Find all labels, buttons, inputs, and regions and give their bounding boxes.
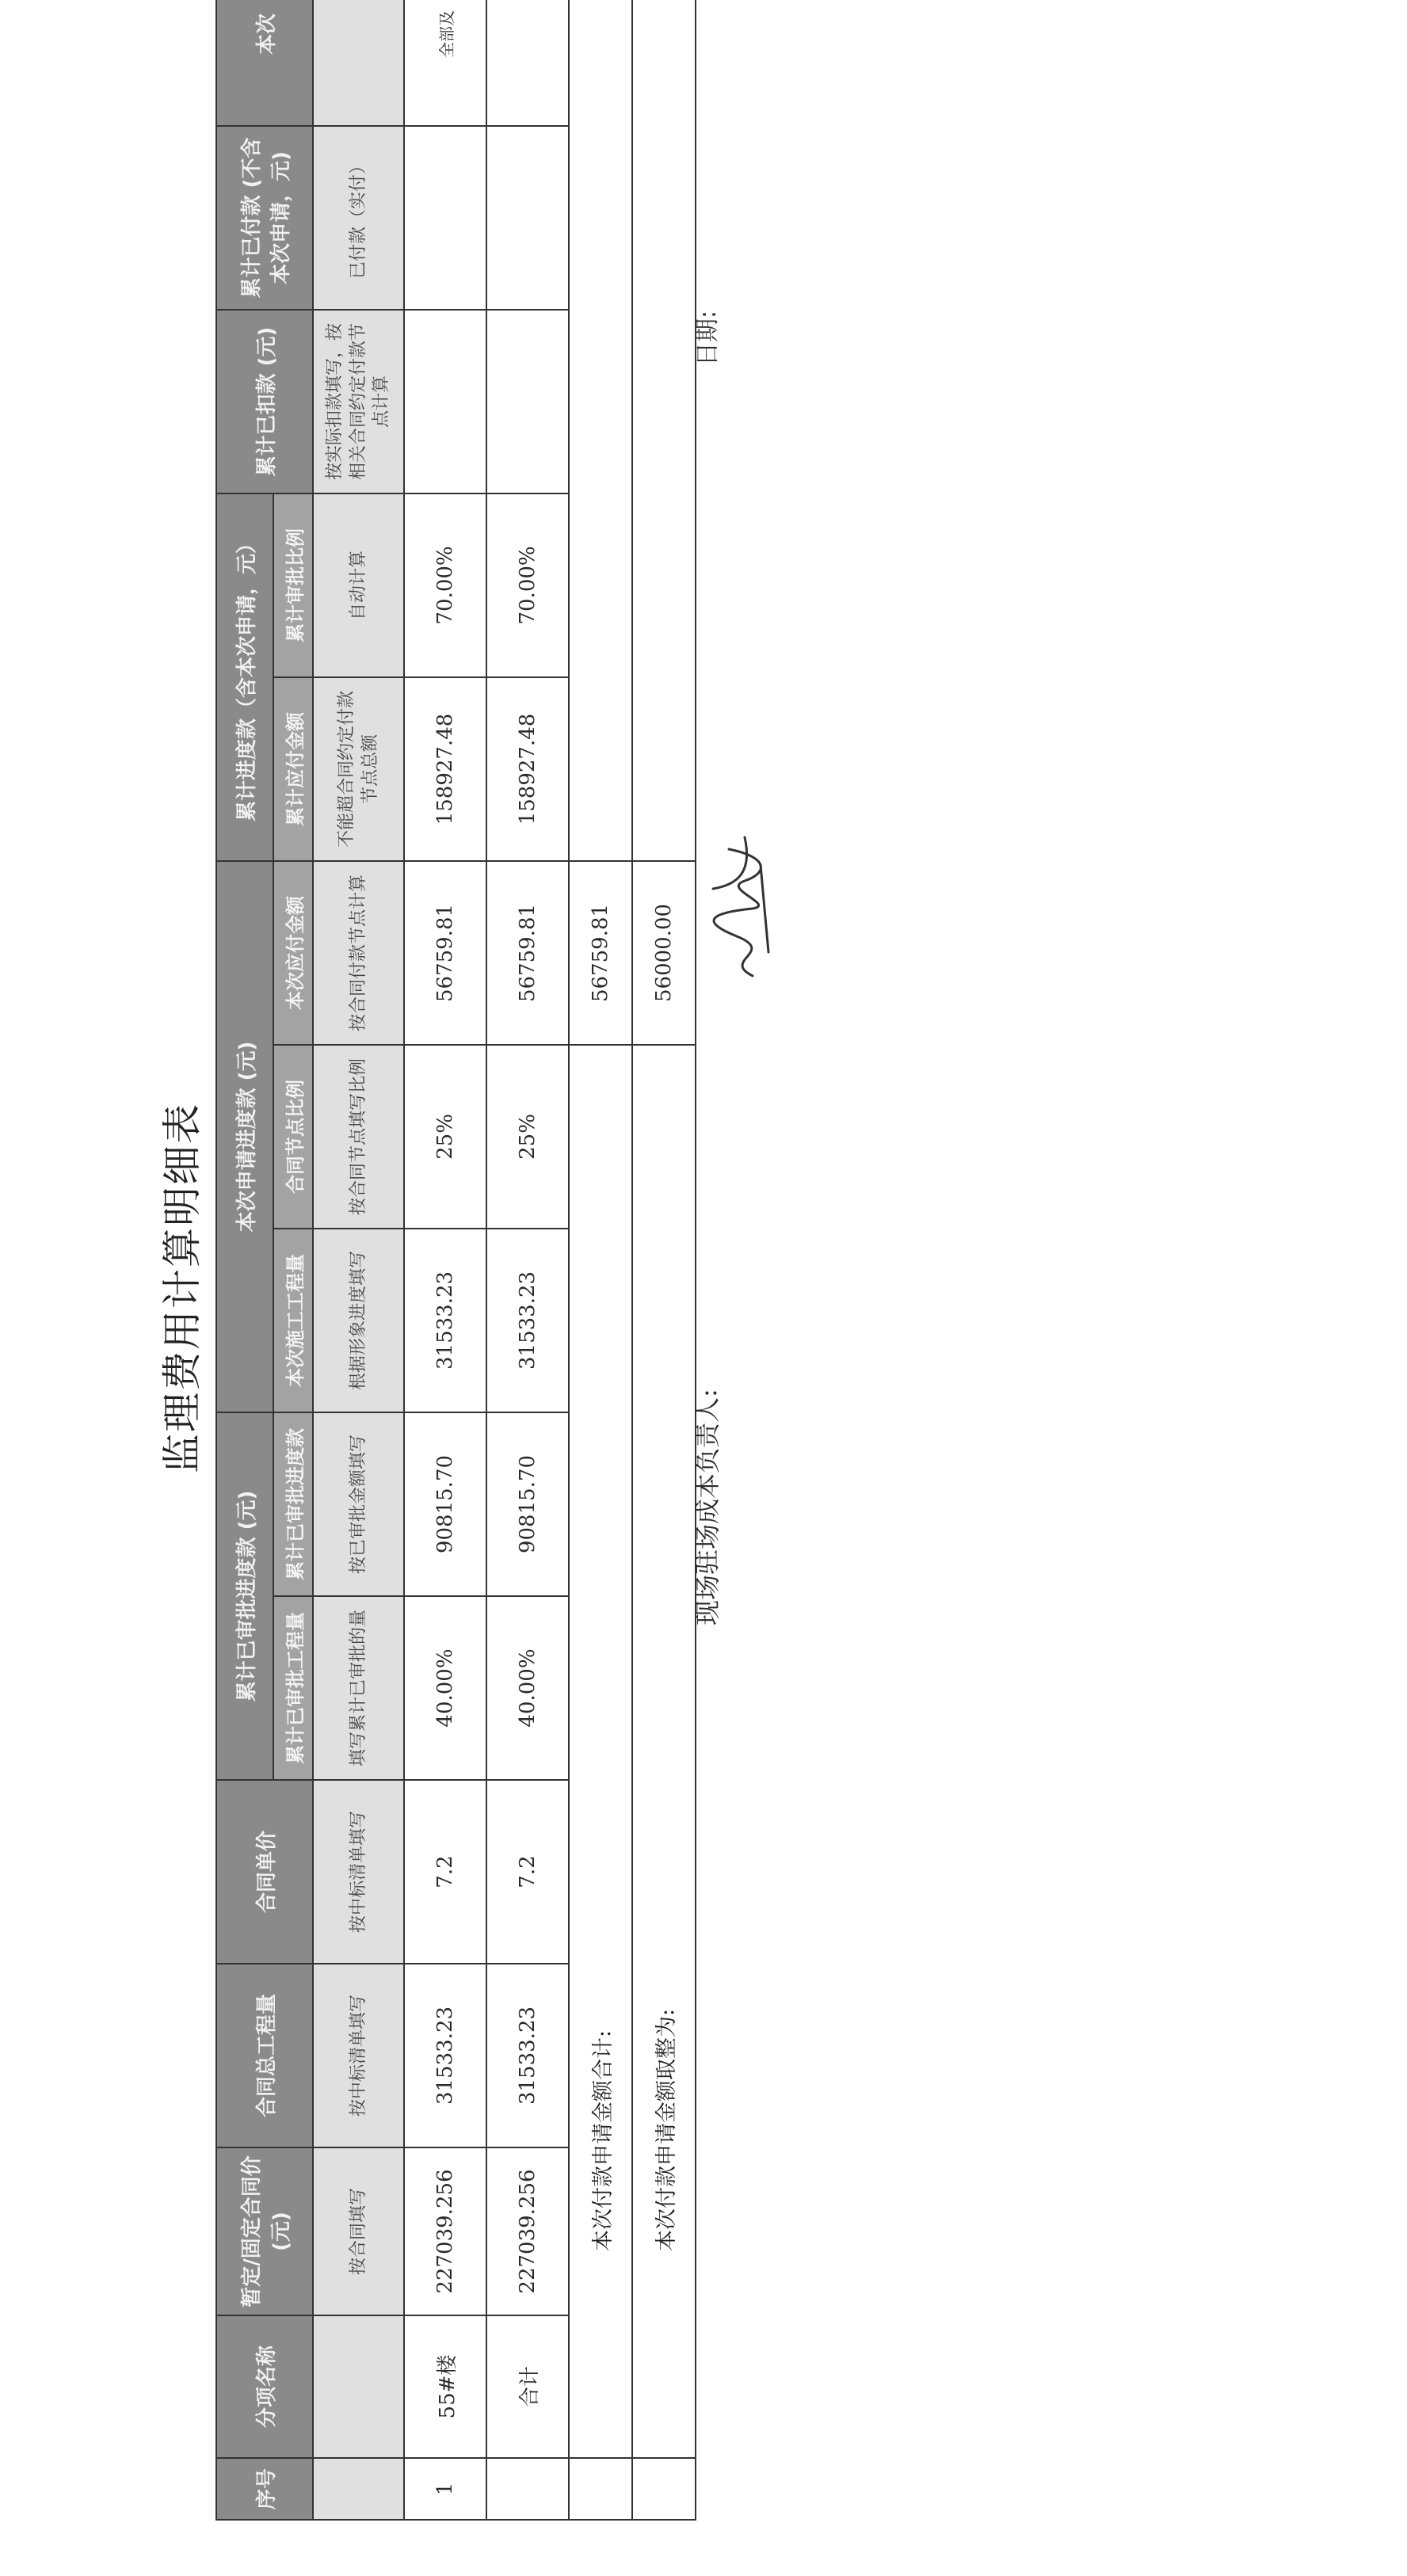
row-accum-qty: 40.00% [404,1596,486,1780]
row-unit-price: 7.2 [486,1780,569,1964]
hint-contract-qty: 按中标清单填写 [313,1964,404,2147]
row-name: 55#楼 [404,2315,486,2458]
row-current-amount: 56759.81 [486,861,569,1045]
header-current-ratio: 合同节点比例 [273,1045,313,1229]
page-title: 监理费用计算明细表 [159,1103,205,1473]
row-contract-price: 227039.256 [486,2147,569,2315]
hint-no [313,2458,404,2520]
row-accum-amount: 90815.70 [404,1412,486,1596]
hint-deduct: 按实际扣款填写，按相关合同约定付款节点计算 [313,310,404,493]
row-accum-amount: 90815.70 [486,1412,569,1596]
hint-current-qty: 根据形象进度填写 [313,1229,404,1412]
hint-accum-qty: 填写累计已审批的量 [313,1596,404,1780]
summary-no [569,2458,632,2520]
header-no: 序号 [216,2458,313,2520]
signature [697,825,792,984]
row-total-ratio: 70.00% [404,493,486,677]
hint-name [313,2315,404,2458]
row-current-amount: 56759.81 [404,861,486,1045]
hint-total-ratio: 自动计算 [313,493,404,677]
fee-table [215,0,696,2521]
row-side-note [486,0,569,126]
header-accum-amount: 累计已审批进度款 [273,1412,313,1596]
header-deduct: 累计已扣款 (元) [216,310,313,493]
header-total-ratio: 累计审批比例 [273,493,313,677]
hint-current-amount: 按合同付款节点计算 [313,861,404,1045]
row-deduct [404,310,486,493]
row-total-amount: 158927.48 [404,677,486,861]
header-row-1 [216,0,273,2520]
header-cut: 本次 [216,0,313,126]
hint-cut [313,0,404,126]
header-accum-group: 累计已审批进度款 (元) [216,1412,273,1780]
row-contract-qty: 31533.23 [486,1964,569,2147]
row-current-qty: 31533.23 [486,1229,569,1412]
header-total-group: 累计进度款（含本次申请，元） [216,493,273,861]
table-row [486,0,569,2520]
hint-unit-price: 按中标清单填写 [313,1780,404,1964]
summary-total-row [569,0,632,2520]
row-current-ratio: 25% [404,1045,486,1229]
row-accum-qty: 40.00% [486,1596,569,1780]
row-deduct [486,310,569,493]
responsible-label: 现场驻场成本负责人: [692,1389,723,1625]
header-contract-qty: 合同总工程量 [216,1964,313,2147]
row-side-note: 全部及 [404,0,486,126]
header-unit-price: 合同单价 [216,1780,313,1964]
header-current-amount: 本次应付金额 [273,861,313,1045]
header-accum-qty: 累计已审批工程量 [273,1596,313,1780]
row-contract-qty: 31533.23 [404,1964,486,2147]
header-name: 分项名称 [216,2315,313,2458]
row-no: 1 [404,2458,486,2520]
hint-current-ratio: 按合同节点填写比例 [313,1045,404,1229]
row-unit-price: 7.2 [404,1780,486,1964]
row-paid [486,126,569,310]
hint-total-amount: 不能超合同约定付款节点总额 [313,677,404,861]
apply-round-label: 本次付款申请金额取整为: [632,1045,696,2458]
row-total-amount: 158927.48 [486,677,569,861]
header-current-group: 本次申请进度款 (元) [216,861,273,1412]
apply-total-label: 本次付款申请金额合计: [569,1045,632,2458]
row-current-qty: 31533.23 [404,1229,486,1412]
summary-round-row [632,0,696,2520]
row-no [486,2458,569,2520]
row-current-ratio: 25% [486,1045,569,1229]
summary-no [632,2458,696,2520]
header-paid: 累计已付款 (不含本次申请，元) [216,126,313,310]
apply-round-value: 56000.00 [632,861,696,1045]
hint-row [313,0,404,2520]
row-name: 合计 [486,2315,569,2458]
header-contract-price: 暂定/固定合同价 (元) [216,2147,313,2315]
row-total-ratio: 70.00% [486,493,569,677]
date-label: 日期: [694,310,722,366]
hint-paid: 已付款（实付） [313,126,404,310]
row-paid [404,126,486,310]
row-contract-price: 227039.256 [404,2147,486,2315]
summary-blank [569,0,632,861]
header-current-qty: 本次施工工程量 [273,1229,313,1412]
apply-total-value: 56759.81 [569,861,632,1045]
summary-blank [632,0,696,861]
hint-contract-price: 按合同填写 [313,2147,404,2315]
table-row [404,0,486,2520]
hint-accum-amount: 按已审批金额填写 [313,1412,404,1596]
header-total-amount: 累计应付金额 [273,677,313,861]
